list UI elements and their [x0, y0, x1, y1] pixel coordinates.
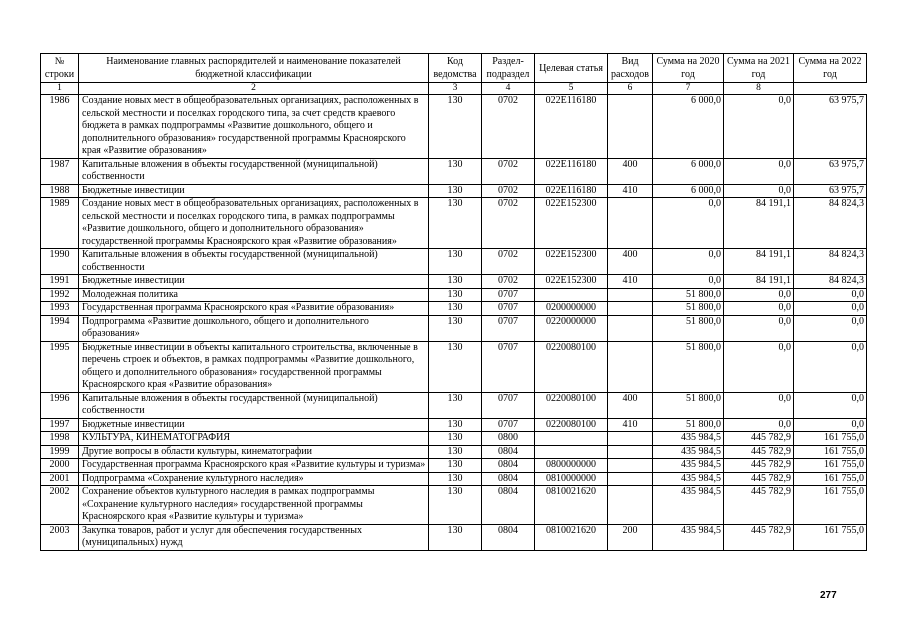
- row-sum-2022-cell: 161 755,0: [794, 472, 867, 486]
- row-name-cell: Бюджетные инвестиции: [79, 275, 429, 289]
- row-target-cell: 022E152300: [535, 275, 608, 289]
- header-dept: Код ведомства: [429, 54, 482, 83]
- row-sum-2020-cell: 51 800,0: [653, 288, 724, 302]
- table-row: [41, 315, 867, 341]
- budget-table: [40, 53, 867, 551]
- budget-table-container: [40, 53, 866, 551]
- row-sum-2020-cell: 51 800,0: [653, 418, 724, 432]
- row-target-cell: 022E116180: [535, 95, 608, 159]
- row-target-cell: 0200000000: [535, 302, 608, 316]
- row-dept-cell: 130: [429, 459, 482, 473]
- row-dept-cell: 130: [429, 288, 482, 302]
- row-name-cell: Бюджетные инвестиции: [79, 184, 429, 198]
- row-type-cell: 410: [608, 184, 653, 198]
- row-target-cell: 0810021620: [535, 524, 608, 550]
- row-sum-2022-cell: 161 755,0: [794, 445, 867, 459]
- row-dept-cell: 130: [429, 392, 482, 418]
- row-number-cell: 1992: [41, 288, 79, 302]
- table-row: [41, 341, 867, 392]
- row-name-cell: Подпрограмма «Развитие дошкольного, общего и дополнительного образования»: [79, 315, 429, 341]
- row-number-cell: 2001: [41, 472, 79, 486]
- row-sum-2020-cell: 435 984,5: [653, 486, 724, 525]
- row-type-cell: [608, 315, 653, 341]
- row-section-cell: 0804: [482, 486, 535, 525]
- row-number-cell: 1999: [41, 445, 79, 459]
- row-name-cell: Создание новых мест в общеобразовательных организациях, расположенных в сельской местности и поселках городского типа, в рамках подпрограммы «Развитие дошкольного, общего и дополнительного образования» государственной программы Красноярского края «Развитие образования»: [79, 198, 429, 249]
- row-dept-cell: 130: [429, 445, 482, 459]
- column-index-row: [41, 83, 867, 95]
- row-name-cell: Создание новых мест в общеобразовательных организациях, расположенных в сельской местности и поселках городского типа, за счет средств краевого бюджета в рамках подпрограммы «Развитие дошкольного, общего и дополнительного образования» государственной программы Красноярского края «Развитие образования»: [79, 95, 429, 159]
- row-target-cell: 0220080100: [535, 418, 608, 432]
- row-name-cell: КУЛЬТУРА, КИНЕМАТОГРАФИЯ: [79, 432, 429, 446]
- row-sum-2022-cell: 63 975,7: [794, 184, 867, 198]
- row-sum-2020-cell: 51 800,0: [653, 392, 724, 418]
- row-type-cell: [608, 302, 653, 316]
- row-name-cell: Бюджетные инвестиции: [79, 418, 429, 432]
- row-sum-2021-cell: 445 782,9: [724, 486, 794, 525]
- row-sum-2022-cell: 161 755,0: [794, 524, 867, 550]
- row-type-cell: 400: [608, 249, 653, 275]
- row-section-cell: 0804: [482, 445, 535, 459]
- row-sum-2022-cell: 0,0: [794, 302, 867, 316]
- row-sum-2022-cell: 0,0: [794, 341, 867, 392]
- row-name-cell: Закупка товаров, работ и услуг для обеспечения государственных (муниципальных) нужд: [79, 524, 429, 550]
- row-number-cell: 1995: [41, 341, 79, 392]
- column-index: 7: [653, 83, 724, 95]
- row-sum-2020-cell: 0,0: [653, 198, 724, 249]
- row-sum-2020-cell: 435 984,5: [653, 432, 724, 446]
- row-sum-2022-cell: 84 824,3: [794, 275, 867, 289]
- table-body: [41, 95, 867, 551]
- row-dept-cell: 130: [429, 95, 482, 159]
- row-sum-2022-cell: 161 755,0: [794, 486, 867, 525]
- row-number-cell: 2003: [41, 524, 79, 550]
- row-name-cell: Подпрограмма «Сохранение культурного наследия»: [79, 472, 429, 486]
- row-sum-2022-cell: 0,0: [794, 315, 867, 341]
- row-dept-cell: 130: [429, 184, 482, 198]
- row-sum-2021-cell: 0,0: [724, 158, 794, 184]
- row-sum-2020-cell: 51 800,0: [653, 302, 724, 316]
- row-sum-2020-cell: 6 000,0: [653, 158, 724, 184]
- column-index: 2: [79, 83, 429, 95]
- row-section-cell: 0702: [482, 95, 535, 159]
- row-number-cell: 1988: [41, 184, 79, 198]
- table-row: [41, 275, 867, 289]
- table-row: [41, 472, 867, 486]
- column-index: 8: [724, 83, 794, 95]
- row-sum-2020-cell: 51 800,0: [653, 341, 724, 392]
- row-number-cell: 1987: [41, 158, 79, 184]
- table-row: [41, 302, 867, 316]
- row-number-cell: 1997: [41, 418, 79, 432]
- row-type-cell: [608, 198, 653, 249]
- row-sum-2021-cell: 0,0: [724, 392, 794, 418]
- row-sum-2021-cell: 0,0: [724, 315, 794, 341]
- row-section-cell: 0707: [482, 302, 535, 316]
- row-dept-cell: 130: [429, 486, 482, 525]
- column-index: 4: [482, 83, 535, 95]
- row-sum-2020-cell: 0,0: [653, 249, 724, 275]
- row-sum-2022-cell: 84 824,3: [794, 198, 867, 249]
- row-sum-2021-cell: 0,0: [724, 418, 794, 432]
- row-type-cell: [608, 288, 653, 302]
- row-number-cell: 1994: [41, 315, 79, 341]
- header-target: Целевая статья: [535, 54, 608, 83]
- row-section-cell: 0702: [482, 158, 535, 184]
- row-sum-2021-cell: 0,0: [724, 184, 794, 198]
- row-sum-2021-cell: 445 782,9: [724, 472, 794, 486]
- row-name-cell: Капитальные вложения в объекты государственной (муниципальной) собственности: [79, 249, 429, 275]
- header-name: Наименование главных распорядителей и наименование показателей бюджетной классификации: [79, 54, 429, 83]
- row-sum-2021-cell: 0,0: [724, 341, 794, 392]
- row-type-cell: 410: [608, 275, 653, 289]
- row-number-cell: 1996: [41, 392, 79, 418]
- row-target-cell: [535, 445, 608, 459]
- table-row: [41, 158, 867, 184]
- column-index: 5: [535, 83, 608, 95]
- row-sum-2022-cell: 0,0: [794, 418, 867, 432]
- row-sum-2020-cell: 0,0: [653, 275, 724, 289]
- row-dept-cell: 130: [429, 158, 482, 184]
- row-section-cell: 0707: [482, 315, 535, 341]
- row-section-cell: 0702: [482, 184, 535, 198]
- row-dept-cell: 130: [429, 418, 482, 432]
- table-row: [41, 392, 867, 418]
- row-type-cell: 200: [608, 524, 653, 550]
- row-sum-2021-cell: 0,0: [724, 302, 794, 316]
- row-section-cell: 0804: [482, 459, 535, 473]
- table-row: [41, 486, 867, 525]
- table-row: [41, 288, 867, 302]
- row-number-cell: 1986: [41, 95, 79, 159]
- row-number-cell: 2000: [41, 459, 79, 473]
- column-index: 6: [608, 83, 653, 95]
- table-row: [41, 198, 867, 249]
- row-type-cell: [608, 472, 653, 486]
- row-sum-2020-cell: 435 984,5: [653, 472, 724, 486]
- row-sum-2021-cell: 445 782,9: [724, 524, 794, 550]
- row-name-cell: Капитальные вложения в объекты государственной (муниципальной) собственности: [79, 392, 429, 418]
- row-sum-2020-cell: 6 000,0: [653, 95, 724, 159]
- table-row: [41, 459, 867, 473]
- column-index: 1: [41, 83, 79, 95]
- row-sum-2022-cell: 161 755,0: [794, 432, 867, 446]
- row-sum-2020-cell: 6 000,0: [653, 184, 724, 198]
- row-sum-2021-cell: 84 191,1: [724, 249, 794, 275]
- row-number-cell: 2002: [41, 486, 79, 525]
- row-target-cell: 0220080100: [535, 392, 608, 418]
- row-dept-cell: 130: [429, 198, 482, 249]
- row-sum-2021-cell: 0,0: [724, 288, 794, 302]
- table-row: [41, 445, 867, 459]
- row-type-cell: [608, 445, 653, 459]
- row-target-cell: 0220000000: [535, 315, 608, 341]
- row-dept-cell: 130: [429, 315, 482, 341]
- row-section-cell: 0707: [482, 392, 535, 418]
- header-sum-2020: Сумма на 2020 год: [653, 54, 724, 83]
- header-section: Раздел-подраздел: [482, 54, 535, 83]
- table-row: [41, 418, 867, 432]
- row-target-cell: 0800000000: [535, 459, 608, 473]
- row-type-cell: [608, 432, 653, 446]
- row-sum-2021-cell: 84 191,1: [724, 275, 794, 289]
- row-name-cell: Государственная программа Красноярского края «Развитие культуры и туризма»: [79, 459, 429, 473]
- row-sum-2021-cell: 445 782,9: [724, 459, 794, 473]
- row-target-cell: 0810021620: [535, 486, 608, 525]
- row-section-cell: 0804: [482, 524, 535, 550]
- row-sum-2021-cell: 84 191,1: [724, 198, 794, 249]
- row-sum-2021-cell: 445 782,9: [724, 445, 794, 459]
- row-name-cell: Сохранение объектов культурного наследия в рамках подпрограммы «Сохранение культурного наследия» государственной программы Красноярского края «Развитие культуры и туризма»: [79, 486, 429, 525]
- table-row: [41, 184, 867, 198]
- row-type-cell: [608, 95, 653, 159]
- row-sum-2022-cell: 63 975,7: [794, 95, 867, 159]
- row-dept-cell: 130: [429, 472, 482, 486]
- table-row: [41, 432, 867, 446]
- row-section-cell: 0707: [482, 341, 535, 392]
- row-target-cell: 022E116180: [535, 184, 608, 198]
- row-target-cell: 0810000000: [535, 472, 608, 486]
- row-dept-cell: 130: [429, 249, 482, 275]
- row-type-cell: 400: [608, 158, 653, 184]
- row-type-cell: [608, 341, 653, 392]
- row-section-cell: 0702: [482, 198, 535, 249]
- row-sum-2020-cell: 435 984,5: [653, 524, 724, 550]
- row-number-cell: 1990: [41, 249, 79, 275]
- row-name-cell: Другие вопросы в области культуры, кинематографии: [79, 445, 429, 459]
- row-name-cell: Государственная программа Красноярского края «Развитие образования»: [79, 302, 429, 316]
- row-dept-cell: 130: [429, 275, 482, 289]
- row-number-cell: 1989: [41, 198, 79, 249]
- header-exp-type: Вид расходов: [608, 54, 653, 83]
- row-sum-2020-cell: 435 984,5: [653, 445, 724, 459]
- row-number-cell: 1991: [41, 275, 79, 289]
- row-sum-2022-cell: 0,0: [794, 392, 867, 418]
- row-name-cell: Бюджетные инвестиции в объекты капитального строительства, включенные в перечень строек и объектов, в рамках подпрограммы «Развитие дошкольного, общего и дополнительного образования» государственной программы Красноярского края «Развитие образования»: [79, 341, 429, 392]
- row-section-cell: 0702: [482, 249, 535, 275]
- row-section-cell: 0702: [482, 275, 535, 289]
- row-dept-cell: 130: [429, 432, 482, 446]
- row-dept-cell: 130: [429, 341, 482, 392]
- column-index: 3: [429, 83, 482, 95]
- table-row: [41, 524, 867, 550]
- table-row: [41, 249, 867, 275]
- row-section-cell: 0804: [482, 472, 535, 486]
- row-number-cell: 1998: [41, 432, 79, 446]
- header-sum-2022: Сумма на 2022 год: [794, 54, 867, 83]
- row-target-cell: 022E152300: [535, 249, 608, 275]
- row-type-cell: [608, 459, 653, 473]
- row-section-cell: 0707: [482, 418, 535, 432]
- row-sum-2022-cell: 84 824,3: [794, 249, 867, 275]
- page-number: 277: [820, 590, 837, 601]
- row-target-cell: [535, 432, 608, 446]
- row-sum-2021-cell: 445 782,9: [724, 432, 794, 446]
- row-type-cell: 410: [608, 418, 653, 432]
- row-name-cell: Молодежная политика: [79, 288, 429, 302]
- row-type-cell: 400: [608, 392, 653, 418]
- row-sum-2022-cell: 0,0: [794, 288, 867, 302]
- row-sum-2022-cell: 161 755,0: [794, 459, 867, 473]
- table-row: [41, 95, 867, 159]
- row-target-cell: 022E116180: [535, 158, 608, 184]
- row-dept-cell: 130: [429, 302, 482, 316]
- header-sum-2021: Сумма на 2021 год: [724, 54, 794, 83]
- row-sum-2021-cell: 0,0: [724, 95, 794, 159]
- row-target-cell: 022E152300: [535, 198, 608, 249]
- row-type-cell: [608, 486, 653, 525]
- row-number-cell: 1993: [41, 302, 79, 316]
- row-sum-2020-cell: 51 800,0: [653, 315, 724, 341]
- row-section-cell: 0707: [482, 288, 535, 302]
- row-sum-2022-cell: 63 975,7: [794, 158, 867, 184]
- table-header-row: [41, 54, 867, 83]
- header-row-no: № строки: [41, 54, 79, 83]
- row-name-cell: Капитальные вложения в объекты государственной (муниципальной) собственности: [79, 158, 429, 184]
- row-target-cell: [535, 288, 608, 302]
- row-target-cell: 0220080100: [535, 341, 608, 392]
- row-dept-cell: 130: [429, 524, 482, 550]
- row-section-cell: 0800: [482, 432, 535, 446]
- row-sum-2020-cell: 435 984,5: [653, 459, 724, 473]
